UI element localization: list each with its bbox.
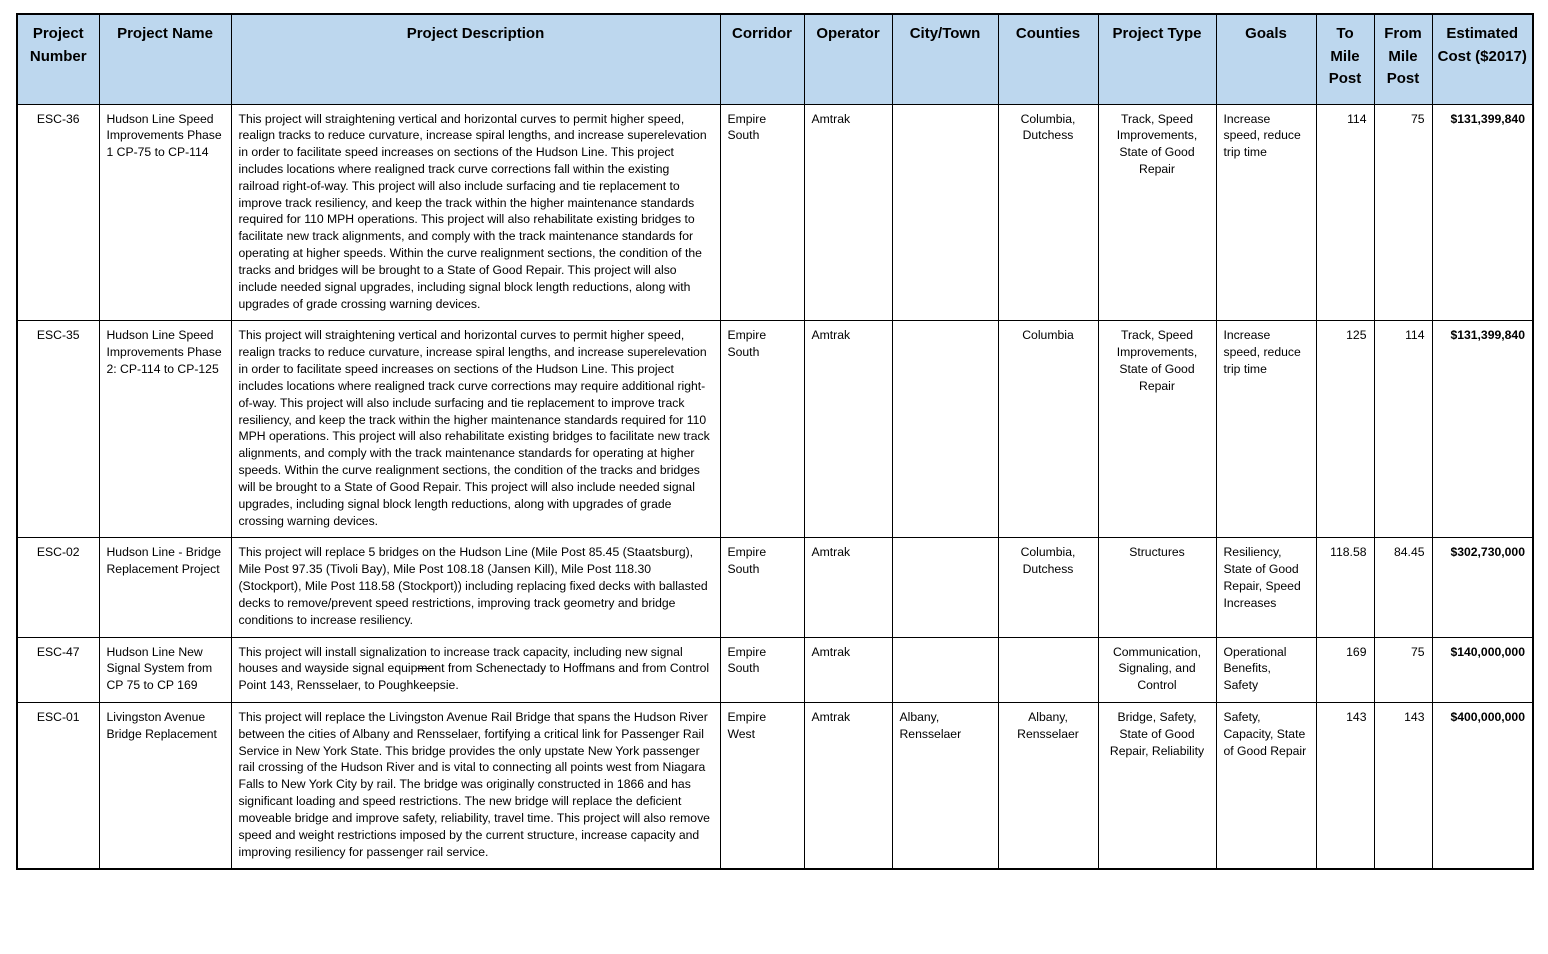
cell-from-mile-post: 143 <box>1374 703 1432 870</box>
table-row <box>17 104 1533 321</box>
cell-operator: Amtrak <box>804 703 892 870</box>
header-row <box>17 14 1533 104</box>
cell-counties: Albany, Rensselaer <box>998 703 1098 870</box>
cell-goals: Increase speed, reduce trip time <box>1216 321 1316 538</box>
cell-project-description: This project will replace the Livingston Avenue Rail Bridge that spans the Hudson River between the cities of Albany and Rensselaer, fortifying a critical link for Passenger Rail Service in New York State. This bridge provides the only upstate New York passenger rail crossing of the Hudson River and is vital to connecting all points west from Niagara Falls to New York City by rail. The bridge was originally constructed in 1866 and has significant loading and speed restrictions. The new bridge will replace the deficient moveable bridge and improve safety, reliability, travel time. This project will also remove speed and weight restrictions imposed by the current structure, increase capacity and improving resiliency for passenger rail service. <box>231 703 720 870</box>
column-header-operator: Operator <box>804 14 892 104</box>
cell-operator: Amtrak <box>804 637 892 702</box>
column-header-project-description: Project Description <box>231 14 720 104</box>
cell-city-town: Albany, Rensselaer <box>892 703 998 870</box>
cell-counties: Columbia <box>998 321 1098 538</box>
cell-goals: Operational Benefits, Safety <box>1216 637 1316 702</box>
cell-to-mile-post: 125 <box>1316 321 1374 538</box>
cell-project-description: This project will replace 5 bridges on the Hudson Line (Mile Post 85.45 (Staatsburg), Mile Post 97.35 (Tivoli Bay), Mile Post 108.18 (Jansen Kill), Mile Post 118.30 (Stockport), Mile Post 118.58 (Stockport)) including replacing fixed decks with ballasted decks to remove/prevent speed restrictions, improving track geometry and bridge conditions to increase resiliency. <box>231 538 720 637</box>
cell-goals: Resiliency, State of Good Repair, Speed Increases <box>1216 538 1316 637</box>
cell-project-description: This project will straightening vertical and horizontal curves to permit higher speed, realign tracks to reduce curvature, increase spiral lengths, and increase superelevation in order to facilitate speed increases on sections of the Hudson Line. This project includes locations where realigned track curve corrections may require additional right-of-way. This project will also include surfacing and tie replacement to improve track resiliency, and keep the track within the higher maintenance standards required for 110 MPH operations. This project will also rehabilitate existing bridges to facilitate new track alignments, and comply with the track maintenance standards for operating at higher speeds. Within the curve realignment sections, the condition of the tracks and bridges will be brought to a State of Good Repair. This project will also include needed signal upgrades, including signal block length reductions, along with upgrades of grade crossing warning devices. <box>231 321 720 538</box>
cell-estimated-cost: $140,000,000 <box>1432 637 1533 702</box>
cell-counties <box>998 637 1098 702</box>
cell-project-name: Hudson Line Speed Improvements Phase 1 CP-75 to CP-114 <box>99 104 231 321</box>
cell-project-description: This project will straightening vertical and horizontal curves to permit higher speed, realign tracks to reduce curvature, increase spiral lengths, and increase superelevation in order to facilitate speed increases on sections of the Hudson Line. This project includes locations where realigned track curve corrections fall within the existing railroad right-of-way. This project will also include surfacing and tie replacement to improve track resiliency, and keep the track within the higher maintenance standards required for 110 MPH operations. This project will also rehabilitate existing bridges to facilitate new track alignments, and comply with the track maintenance standards for operating at higher speeds. Within the curve realignment sections, the condition of the tracks and bridges will be brought to a State of Good Repair. This project will also include needed signal upgrades, including signal block length reductions, along with upgrades of grade crossing warning devices. <box>231 104 720 321</box>
column-header-goals: Goals <box>1216 14 1316 104</box>
cell-city-town <box>892 104 998 321</box>
cell-to-mile-post: 118.58 <box>1316 538 1374 637</box>
cell-operator: Amtrak <box>804 538 892 637</box>
cell-operator: Amtrak <box>804 104 892 321</box>
cell-goals: Increase speed, reduce trip time <box>1216 104 1316 321</box>
table-row <box>17 637 1533 702</box>
cell-counties: Columbia, Dutchess <box>998 538 1098 637</box>
cell-project-name: Hudson Line - Bridge Replacement Project <box>99 538 231 637</box>
cell-from-mile-post: 75 <box>1374 104 1432 321</box>
table-row <box>17 321 1533 538</box>
cell-to-mile-post: 114 <box>1316 104 1374 321</box>
cell-project-name: Hudson Line Speed Improvements Phase 2: CP-114 to CP-125 <box>99 321 231 538</box>
cell-project-number: ESC-02 <box>17 538 99 637</box>
column-header-from-mile-post: From Mile Post <box>1374 14 1432 104</box>
cell-project-description: This project will install signalization to increase track capacity, including new signal houses and wayside signal equipment from Schenectady to Hoffmans and from Control Point 143, Rensselaer, to Poughkeepsie. <box>231 637 720 702</box>
cell-project-name: Livingston Avenue Bridge Replacement <box>99 703 231 870</box>
column-header-to-mile-post: To Mile Post <box>1316 14 1374 104</box>
cell-project-number: ESC-01 <box>17 703 99 870</box>
cell-project-type: Track, Speed Improvements, State of Good Repair <box>1098 321 1216 538</box>
column-header-city-town: City/Town <box>892 14 998 104</box>
cell-project-name: Hudson Line New Signal System from CP 75 to CP 169 <box>99 637 231 702</box>
column-header-corridor: Corridor <box>720 14 804 104</box>
cell-estimated-cost: $131,399,840 <box>1432 321 1533 538</box>
cell-estimated-cost: $131,399,840 <box>1432 104 1533 321</box>
cell-corridor: Empire West <box>720 703 804 870</box>
cell-project-type: Structures <box>1098 538 1216 637</box>
projects-table <box>16 13 1534 870</box>
cell-estimated-cost: $400,000,000 <box>1432 703 1533 870</box>
cell-project-type: Communication, Signaling, and Control <box>1098 637 1216 702</box>
column-header-counties: Counties <box>998 14 1098 104</box>
cell-from-mile-post: 114 <box>1374 321 1432 538</box>
cell-city-town <box>892 637 998 702</box>
cell-goals: Safety, Capacity, State of Good Repair <box>1216 703 1316 870</box>
cell-city-town <box>892 538 998 637</box>
cell-to-mile-post: 169 <box>1316 637 1374 702</box>
cell-project-number: ESC-35 <box>17 321 99 538</box>
cell-corridor: Empire South <box>720 321 804 538</box>
cell-corridor: Empire South <box>720 538 804 637</box>
cell-operator: Amtrak <box>804 321 892 538</box>
table-row <box>17 538 1533 637</box>
cell-estimated-cost: $302,730,000 <box>1432 538 1533 637</box>
column-header-project-type: Project Type <box>1098 14 1216 104</box>
cell-city-town <box>892 321 998 538</box>
cell-from-mile-post: 75 <box>1374 637 1432 702</box>
cell-project-type: Bridge, Safety, State of Good Repair, Reliability <box>1098 703 1216 870</box>
cell-project-number: ESC-36 <box>17 104 99 321</box>
column-header-project-name: Project Name <box>99 14 231 104</box>
column-header-project-number: Project Number <box>17 14 99 104</box>
table-row <box>17 703 1533 870</box>
cell-corridor: Empire South <box>720 637 804 702</box>
cell-to-mile-post: 143 <box>1316 703 1374 870</box>
cell-from-mile-post: 84.45 <box>1374 538 1432 637</box>
cell-counties: Columbia, Dutchess <box>998 104 1098 321</box>
cell-project-number: ESC-47 <box>17 637 99 702</box>
cell-project-type: Track, Speed Improvements, State of Good Repair <box>1098 104 1216 321</box>
cell-corridor: Empire South <box>720 104 804 321</box>
column-header-estimated-cost: Estimated Cost ($2017) <box>1432 14 1533 104</box>
